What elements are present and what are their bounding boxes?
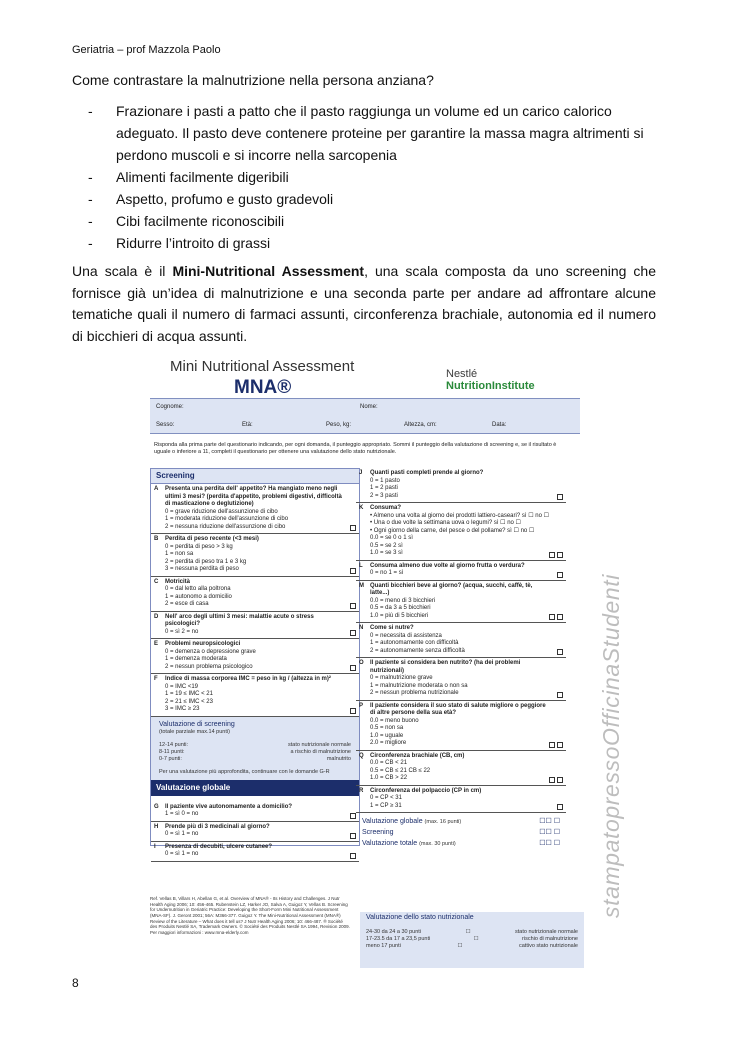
- score-box[interactable]: [557, 494, 563, 500]
- answer-option: 1 = 2 pasti: [370, 485, 398, 491]
- paragraph-text: , una scala composta da uno screening che fornisce già un’idea di malnutrizione e una seconda parte per andare ad affrontare alcune tematiche quali il numero di farmaci assunti, circonferenza brachiale, autonomia ed il numero di bicchieri di acqua assunti.: [72, 263, 657, 344]
- answer-option: 1 = 19 ≤ IMC < 21: [165, 691, 213, 697]
- answer-option: 0.0 = meno di 3 bicchieri: [370, 597, 436, 604]
- answer-option: • Ogni giorno della carne, del pesce o del pollame? sì ☐ no ☐: [370, 527, 535, 534]
- mna-question: [356, 503, 566, 561]
- field-label: Sesso:: [156, 422, 175, 428]
- question-letter: C: [154, 578, 159, 585]
- total-label: Valutazione globale (max. 16 punti): [362, 818, 462, 825]
- question-text: Il paziente vive autonomamente a domicilio?: [165, 803, 293, 810]
- answer-option: 1.0 = uguale: [370, 732, 404, 739]
- mna-acronym: MNA®: [234, 377, 292, 398]
- total-max: (max. 16 punti): [424, 819, 462, 825]
- range-label: malnutrito: [326, 755, 351, 762]
- score-box[interactable]: [557, 572, 563, 578]
- mna-question: [151, 612, 359, 640]
- field-label: Età:: [242, 422, 253, 428]
- status-label: cattivo stato nutrizionale: [518, 942, 578, 949]
- screening-valuation: [151, 717, 359, 780]
- list-item: - Alimenti facilmente digeribili: [88, 166, 658, 188]
- answer-option: 0 = malnutrizione grave: [370, 675, 433, 681]
- nutrition-institute-logo: NutritionInstitute: [446, 380, 535, 392]
- screening-valuation-sub: (totale parziale max.14 punti): [159, 729, 230, 736]
- mna-question: [356, 581, 566, 624]
- mna-question: [356, 658, 566, 701]
- total-row: [356, 839, 566, 850]
- mna-question: [356, 561, 566, 581]
- answer-option: 0 = sì 2 = no: [165, 628, 199, 635]
- question-text: Il paziente si considera ben nutrito? (ha dei problemi nutrizionali): [370, 660, 521, 674]
- answer-option: 2 = nessun problema nutrizionale: [370, 690, 459, 696]
- status-title: Valutazione dello stato nutrizionale: [366, 914, 474, 921]
- status-checkbox[interactable]: ☐: [465, 928, 471, 935]
- answer-option: 3 = IMC ≥ 23: [165, 706, 200, 712]
- list-item: - Frazionare i pasti a patto che il pasto raggiunga un volume ed un carico calorico adeguato. Il pasto deve contenere proteine per garantire la massa magra altrimenti si perdono muscoli e si incorre nella sarcopenia: [88, 100, 658, 166]
- question-letter: O: [359, 660, 364, 666]
- screening-note: Per una valutazione più approfondita, continuare con le domande G-R: [159, 768, 330, 775]
- field-label: Altezza, cm:: [404, 422, 437, 428]
- range-points: 8-11 punti:: [159, 749, 185, 755]
- total-boxes[interactable]: ☐☐ ☐: [539, 818, 560, 825]
- mna-question: [356, 751, 566, 786]
- answer-option: 1 = autonomo a domicilio: [165, 593, 232, 600]
- field-label: Cognome:: [156, 404, 184, 410]
- answer-option: 0.0 = meno buono: [370, 717, 419, 724]
- answer-option: 0.0 = CB < 21: [370, 760, 408, 766]
- total-label: Screening: [362, 828, 394, 836]
- score-box[interactable]: [549, 742, 555, 748]
- page-number: 8: [72, 976, 79, 990]
- question-text: Consuma?: [370, 505, 402, 511]
- question-text: Come si nutre?: [370, 625, 414, 631]
- mna-question: [151, 639, 359, 674]
- answer-option: 1 = moderata riduzione dell'assunzione di cibo: [165, 516, 289, 522]
- total-max: (max. 30 punti): [419, 840, 456, 847]
- total-row: [356, 828, 566, 839]
- answer-option: 1.0 = se 3 sì: [370, 550, 403, 556]
- question-letter: D: [154, 613, 159, 620]
- mna-paragraph: [72, 261, 656, 347]
- range-points: 12-14 punti:: [159, 742, 189, 749]
- question-letter: J: [359, 470, 363, 476]
- answer-option: 0 = grave riduzione dell'assunzione di cibo: [165, 508, 278, 515]
- score-box[interactable]: [557, 742, 563, 748]
- status-checkbox[interactable]: ☐: [457, 942, 463, 949]
- score-box[interactable]: [549, 552, 555, 558]
- mna-question: [151, 842, 359, 862]
- mna-question: [151, 534, 359, 577]
- answer-option: 1 = CP ≥ 31: [370, 802, 402, 809]
- question-letter: F: [154, 676, 158, 682]
- mna-question: [151, 674, 359, 717]
- mna-title: Mini Nutritional Assessment: [170, 358, 355, 375]
- answer-option: 0 = IMC <19: [165, 683, 199, 690]
- question-text: Nell' arco degli ultimi 3 mesi: malattie acute o stress psicologici?: [165, 613, 314, 627]
- list-item: - Aspetto, profumo e gusto gradevoli: [88, 188, 658, 210]
- mna-question: [151, 802, 359, 822]
- question-letter: I: [154, 843, 156, 850]
- mna-question: [356, 468, 566, 503]
- global-right-column: [356, 468, 566, 849]
- score-box[interactable]: [549, 777, 555, 783]
- range-row: [159, 742, 351, 749]
- answer-option: 0 = no 1 = sì: [370, 570, 404, 576]
- nutrition-status-box: [360, 912, 584, 968]
- question-text: Presenza di decubiti, ulcere cutanee?: [165, 843, 273, 850]
- question-letter: A: [154, 486, 159, 492]
- mna-instructions: Risponda alla prima parte del questionario indicando, per ogni domanda, il punteggio appropriato. Sommi il punteggio della valutazione di screening e, se il risultato è uguale o inferiore a 11, completi il questionario per ottenere una valutazione dello stato nutrizionale.: [154, 442, 557, 455]
- total-boxes[interactable]: ☐☐ ☐: [539, 828, 560, 836]
- question-text: Il paziente considera il suo stato di salute migliore o peggiore di altre persone della sua età?: [370, 702, 546, 716]
- question-text: Motricità: [165, 578, 191, 585]
- mna-question: [356, 701, 566, 751]
- answer-option: 2 = nessun problema psicologico: [165, 663, 253, 670]
- answer-option: 1 = sì 0 = no: [165, 811, 199, 818]
- status-points: 17-23.5 da 17 a 23,5 punti: [366, 935, 431, 942]
- answer-option: 0 = sì 1 = no: [165, 851, 199, 858]
- page-header: Geriatria – prof Mazzola Paolo: [72, 44, 221, 56]
- section-question: Come contrastare la malnutrizione nella persona anziana?: [72, 72, 434, 88]
- answer-option: 0.5 = se 2 sì: [370, 542, 403, 549]
- score-box[interactable]: [557, 552, 563, 558]
- score-box[interactable]: [350, 853, 356, 859]
- paragraph-bold: Mini-Nutritional Assessment: [172, 263, 365, 279]
- question-letter: E: [154, 641, 159, 647]
- mna-question: [151, 484, 359, 534]
- score-box[interactable]: [557, 649, 563, 655]
- question-text: Circonferenza brachiale (CB, cm): [370, 752, 465, 759]
- range-points: 0-7 punti:: [159, 755, 182, 762]
- nestle-logo: Nestlé: [446, 368, 478, 380]
- range-label: stato nutrizionale normale: [288, 742, 351, 749]
- mna-form-image: [146, 350, 588, 970]
- question-text: Indice di massa corporea IMC = peso in kg / (altezza in m)²: [165, 676, 331, 682]
- mna-references: Ref. Vellas B, Villars H, Abellan G, et al. Overview of MNA® - Its History and Challenges. J Nutr Health Aging 2006; 10: 456-465. Rubenstein LZ, Harker JO, Salva A, Guigoz Y, Vellas B. Screening for Undernutrition in Geriatric Practice: Developing the Short-Form Mini Nutritional Assessment (MNA-SF). J. Geront 2001; 56A: M366-377. Guigoz Y. The Mini-Nutritional Assessment (MNA®) Review of the Literature – What does it tell us? J Nutr Health Aging 2006; 10: 466-487. ® Société des Produits Nestlé SA, Trademark Owners. © Société des Produits Nestlé SA 1994, Revision 2009. Per maggiori informazioni : www.mna-elderly.com: [150, 896, 350, 935]
- score-box[interactable]: [549, 614, 555, 620]
- question-letter: B: [154, 536, 159, 542]
- question-letter: M: [359, 582, 364, 589]
- answer-option: 1.0 = CB > 22: [370, 775, 408, 781]
- answer-option: 0.5 = non sa: [370, 725, 404, 731]
- global-heading: Valutazione globale: [151, 780, 359, 796]
- mna-question: [356, 786, 566, 814]
- score-box[interactable]: [557, 692, 563, 698]
- answer-option: • Almeno una volta al giorno dei prodotti lattiero-caseari? sì ☐ no ☐: [370, 512, 549, 519]
- status-points: meno 17 punti: [366, 942, 401, 949]
- status-row: [366, 936, 578, 943]
- answer-option: 2 = perdita di peso tra 1 e 3 kg: [165, 558, 247, 565]
- question-letter: P: [359, 702, 364, 709]
- field-label: Nome:: [360, 404, 378, 410]
- status-checkbox[interactable]: ☐: [473, 935, 479, 942]
- status-row: [366, 929, 578, 936]
- score-box[interactable]: [557, 804, 563, 810]
- question-letter: L: [359, 562, 363, 569]
- answer-option: 0 = dal letto alla poltrona: [165, 586, 231, 592]
- answer-option: 0 = CP < 31: [370, 795, 402, 801]
- tips-list: [88, 100, 658, 254]
- question-text: Consuma almeno due volte al giorno frutta o verdura?: [370, 562, 525, 569]
- question-text: Problemi neuropsicologici: [165, 641, 241, 647]
- question-letter: Q: [359, 752, 364, 759]
- answer-option: 2.0 = migliore: [370, 740, 407, 746]
- mna-question: [151, 822, 359, 842]
- answer-option: 2 = nessuna riduzione dell'assunzione di cibo: [165, 523, 286, 530]
- answer-option: 0.5 = CB ≤ 21 CB ≤ 22: [370, 767, 431, 774]
- question-letter: H: [154, 823, 159, 830]
- watermark: stampatopressoOfficinaStudenti: [598, 573, 624, 918]
- answer-option: 0 = sì 1 = no: [165, 831, 199, 838]
- answer-option: 1 = demenza moderata: [165, 656, 227, 662]
- mna-question: [151, 577, 359, 612]
- range-row: [159, 749, 351, 756]
- question-text: Perdita di peso recente (<3 mesi): [165, 536, 259, 542]
- answer-option: 2 = 3 pasti: [370, 492, 398, 499]
- answer-option: 0 = perdita di peso > 3 kg: [165, 543, 233, 550]
- answer-option: 0 = necessita di assistenza: [370, 632, 442, 639]
- answer-option: • Una o due volte la settimana uova o legumi? sì ☐ no ☐: [370, 520, 521, 526]
- status-row: [366, 943, 578, 950]
- paragraph-text: Una scala è il: [72, 263, 173, 279]
- answer-option: 0 = demenza o depressione grave: [165, 648, 256, 655]
- list-item: - Cibi facilmente riconoscibili: [88, 210, 658, 232]
- score-box[interactable]: [557, 777, 563, 783]
- question-letter: N: [359, 625, 364, 631]
- answer-option: 2 = esce di casa: [165, 601, 209, 607]
- screening-valuation-title: Valutazione di screening: [159, 720, 235, 728]
- answer-option: 1.0 = più di 5 bicchieri: [370, 612, 429, 619]
- total-label: Valutazione totale (max. 30 punti): [362, 839, 456, 847]
- range-label: a rischio di malnutrizione: [290, 749, 351, 755]
- answer-option: 2 = 21 ≤ IMC < 23: [165, 698, 213, 705]
- score-box[interactable]: [557, 614, 563, 620]
- answer-option: 1 = non sa: [165, 551, 194, 557]
- mna-question: [356, 623, 566, 658]
- question-letter: R: [359, 787, 364, 794]
- list-item: - Ridurre l’introito di grassi: [88, 232, 658, 254]
- question-letter: G: [154, 803, 159, 810]
- question-text: Prende più di 3 medicinali al giorno?: [165, 823, 270, 830]
- total-row: [356, 817, 566, 828]
- answer-option: 2 = autonomamente senza difficoltà: [370, 647, 465, 654]
- status-points: 24-30 da 24 a 30 punti: [366, 928, 422, 935]
- question-text: Quanti bicchieri beve al giorno? (acqua, succhi, caffè, tè, latte...): [370, 582, 533, 596]
- answer-option: 0.0 = se 0 o 1 sì: [370, 535, 413, 541]
- range-row: [159, 756, 351, 763]
- question-letter: K: [359, 505, 364, 511]
- field-label: Peso, kg:: [326, 422, 352, 428]
- status-label: stato nutrizionale normale: [515, 928, 578, 935]
- field-label: Data:: [492, 422, 507, 428]
- total-boxes[interactable]: ☐☐ ☐: [539, 839, 560, 847]
- answer-option: 1 = malnutrizione moderata o non sa: [370, 682, 468, 689]
- question-text: Circonferenza del polpaccio (CP in cm): [370, 787, 482, 794]
- answer-option: 3 = nessuna perdita di peso: [165, 566, 239, 572]
- screening-heading: Screening: [151, 469, 359, 484]
- answer-option: 1 = autonomamente con difficoltà: [370, 640, 459, 646]
- screening-column: [150, 468, 363, 858]
- status-label: rischio di malnutrizione: [522, 935, 578, 942]
- question-text: Presenta una perdita dell' appetito? Ha mangiato meno negli ultimi 3 mesi? (perdita d'appetito, problemi digestivi, difficoltà di masticazione o deglutizione): [165, 486, 342, 507]
- question-text: Quanti pasti completi prende al giorno?: [370, 470, 484, 476]
- patient-id-box: [150, 398, 580, 434]
- answer-option: 0 = 1 pasto: [370, 477, 400, 484]
- answer-option: 0.5 = da 3 a 5 bicchieri: [370, 605, 431, 611]
